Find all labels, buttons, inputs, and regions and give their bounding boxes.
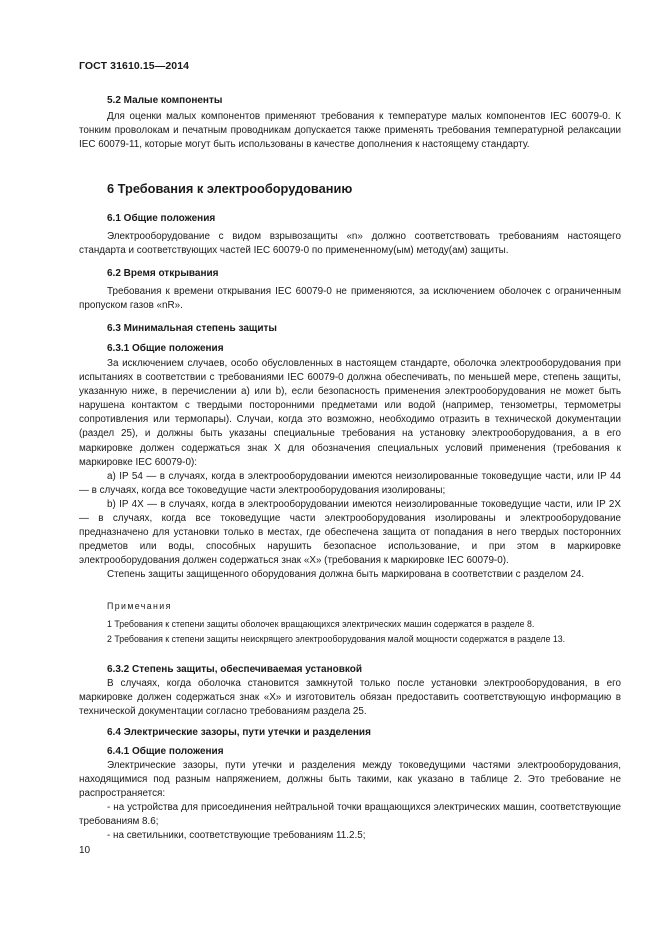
standard-header: ГОСТ 31610.15—2014 [79, 60, 190, 72]
section-6-heading: 6 Требования к электрооборудованию [107, 181, 353, 196]
section-6-3-heading: 6.3 Минимальная степень защиты [107, 323, 277, 334]
list-item-b: b) IP 4X — в случаях, когда в электрооборудовании имеются неизолированные токоведущие части, или IP 2X — в случаях, когда все токоведущие части электрооборудования изолированы и электрооборудование предназначено для установки только в местах, где обеспечена защита от попадания в него твердых посторонних предметов или воды, способных нарушить безопасное использование, и при этом в маркировке электрооборудования должен содержаться знак «X» (требования к маркировке IEC 60079-0). [79, 498, 621, 567]
notes-title: Примечания [107, 601, 172, 611]
dash-item-1: - на устройства для присоединения нейтральной точки вращающихся электрических машин, соответствующие требованиям 8.6; [79, 802, 621, 828]
section-6-3-2-heading: 6.3.2 Степень защиты, обеспечиваемая установкой [107, 664, 363, 675]
section-6-1-body [79, 230, 621, 258]
section-6-2-body [79, 285, 621, 313]
section-6-3-1-body [79, 357, 621, 583]
section-5-2-text: Для оценки малых компонентов применяют требования к температуре малых компонентов IEC 60079-0. К тонким проволокам и печатным проводникам допускается также применять требования температурной релаксации IEC 60079-11, которые могут быть использованы в качестве дополнения к настоящему стандарту. [79, 111, 621, 151]
section-6-3-1-heading: 6.3.1 Общие положения [107, 343, 224, 354]
section-6-2-heading: 6.2 Время открывания [107, 268, 219, 279]
section-6-4-heading: 6.4 Электрические зазоры, пути утечки и разделения [107, 727, 371, 738]
section-6-2-text: Требования к времени открывания IEC 60079-0 не применяются, за исключением оболочек с ограниченным пропуском газов «nR». [79, 286, 621, 312]
notes-block [79, 618, 621, 646]
section-6-3-1-para: За исключением случаев, особо обусловленных в настоящем стандарте, оболочка электрооборудования при испытаниях в соответствии с требованиями IEC 60079-0 должна обеспечивать, по меньшей мере, степень защиты, указанную ниже, в перечислении а) или b), если безопасность применения электрооборудования не может быть нарушена контактом с твердыми посторонними предметами или водой (например, тензометры, термометры сопротивления или термопары). Случаи, когда это возможно, необходимо отразить в технической документации (раздел 25), и должны быть указаны специальные требования на установку электрооборудования, а в его маркировке должен содержаться знак X для обозначения специальных условий применения (требования к маркировке IEC 60079-0): [79, 358, 621, 468]
dash-item-2: - на светильники, соответствующие требованиям 11.2.5; [107, 830, 366, 842]
list-item-a: a) IP 54 — в случаях, когда в электрооборудовании имеются неизолированные токоведущие части, или IP 44 — в случаях, когда все токоведущие части электрооборудования изолированы; [79, 470, 621, 496]
section-6-4-1-heading: 6.4.1 Общие положения [107, 746, 224, 757]
section-6-3-2-text: В случаях, когда оболочка становится замкнутой только после установки электрооборудования, в его маркировке должен содержаться знак «X» и изготовитель обязан предоставить соответствующую информацию в технической документации согласно требованиям раздела 25. [79, 678, 621, 718]
note-2: 2 Требования к степени защиты неискрящего электрооборудования малой мощности содержатся в разделе 13. [107, 634, 566, 644]
section-6-1-heading: 6.1 Общие положения [107, 213, 216, 224]
section-6-4-1-text: Электрические зазоры, пути утечки и разделения между токоведущими частями электрооборудования, находящимися под разным напряжением, должны быть такими, как указано в таблице 2. Это требование не распространяется: [79, 760, 621, 800]
page-number: 10 [79, 845, 91, 856]
section-5-2-heading: 5.2 Малые компоненты [107, 95, 223, 106]
note-1: 1 Требования к степени защиты оболочек вращающихся электрических машин содержатся в разделе 8. [107, 619, 535, 629]
section-5-2-body [79, 110, 621, 152]
section-6-3-2-body [79, 677, 621, 719]
section-6-3-1-para-2: Степень защиты защищенного оборудования должна быть маркирована в соответствии с разделом 24. [107, 569, 585, 581]
section-6-4-1-body [79, 759, 621, 844]
section-6-1-text: Электрооборудование с видом взрывозащиты «n» должно соответствовать требованиям настоящего стандарта и соответствующих частей IEC 60079-0 по примененному(ым) методу(ам) защиты. [79, 231, 621, 257]
